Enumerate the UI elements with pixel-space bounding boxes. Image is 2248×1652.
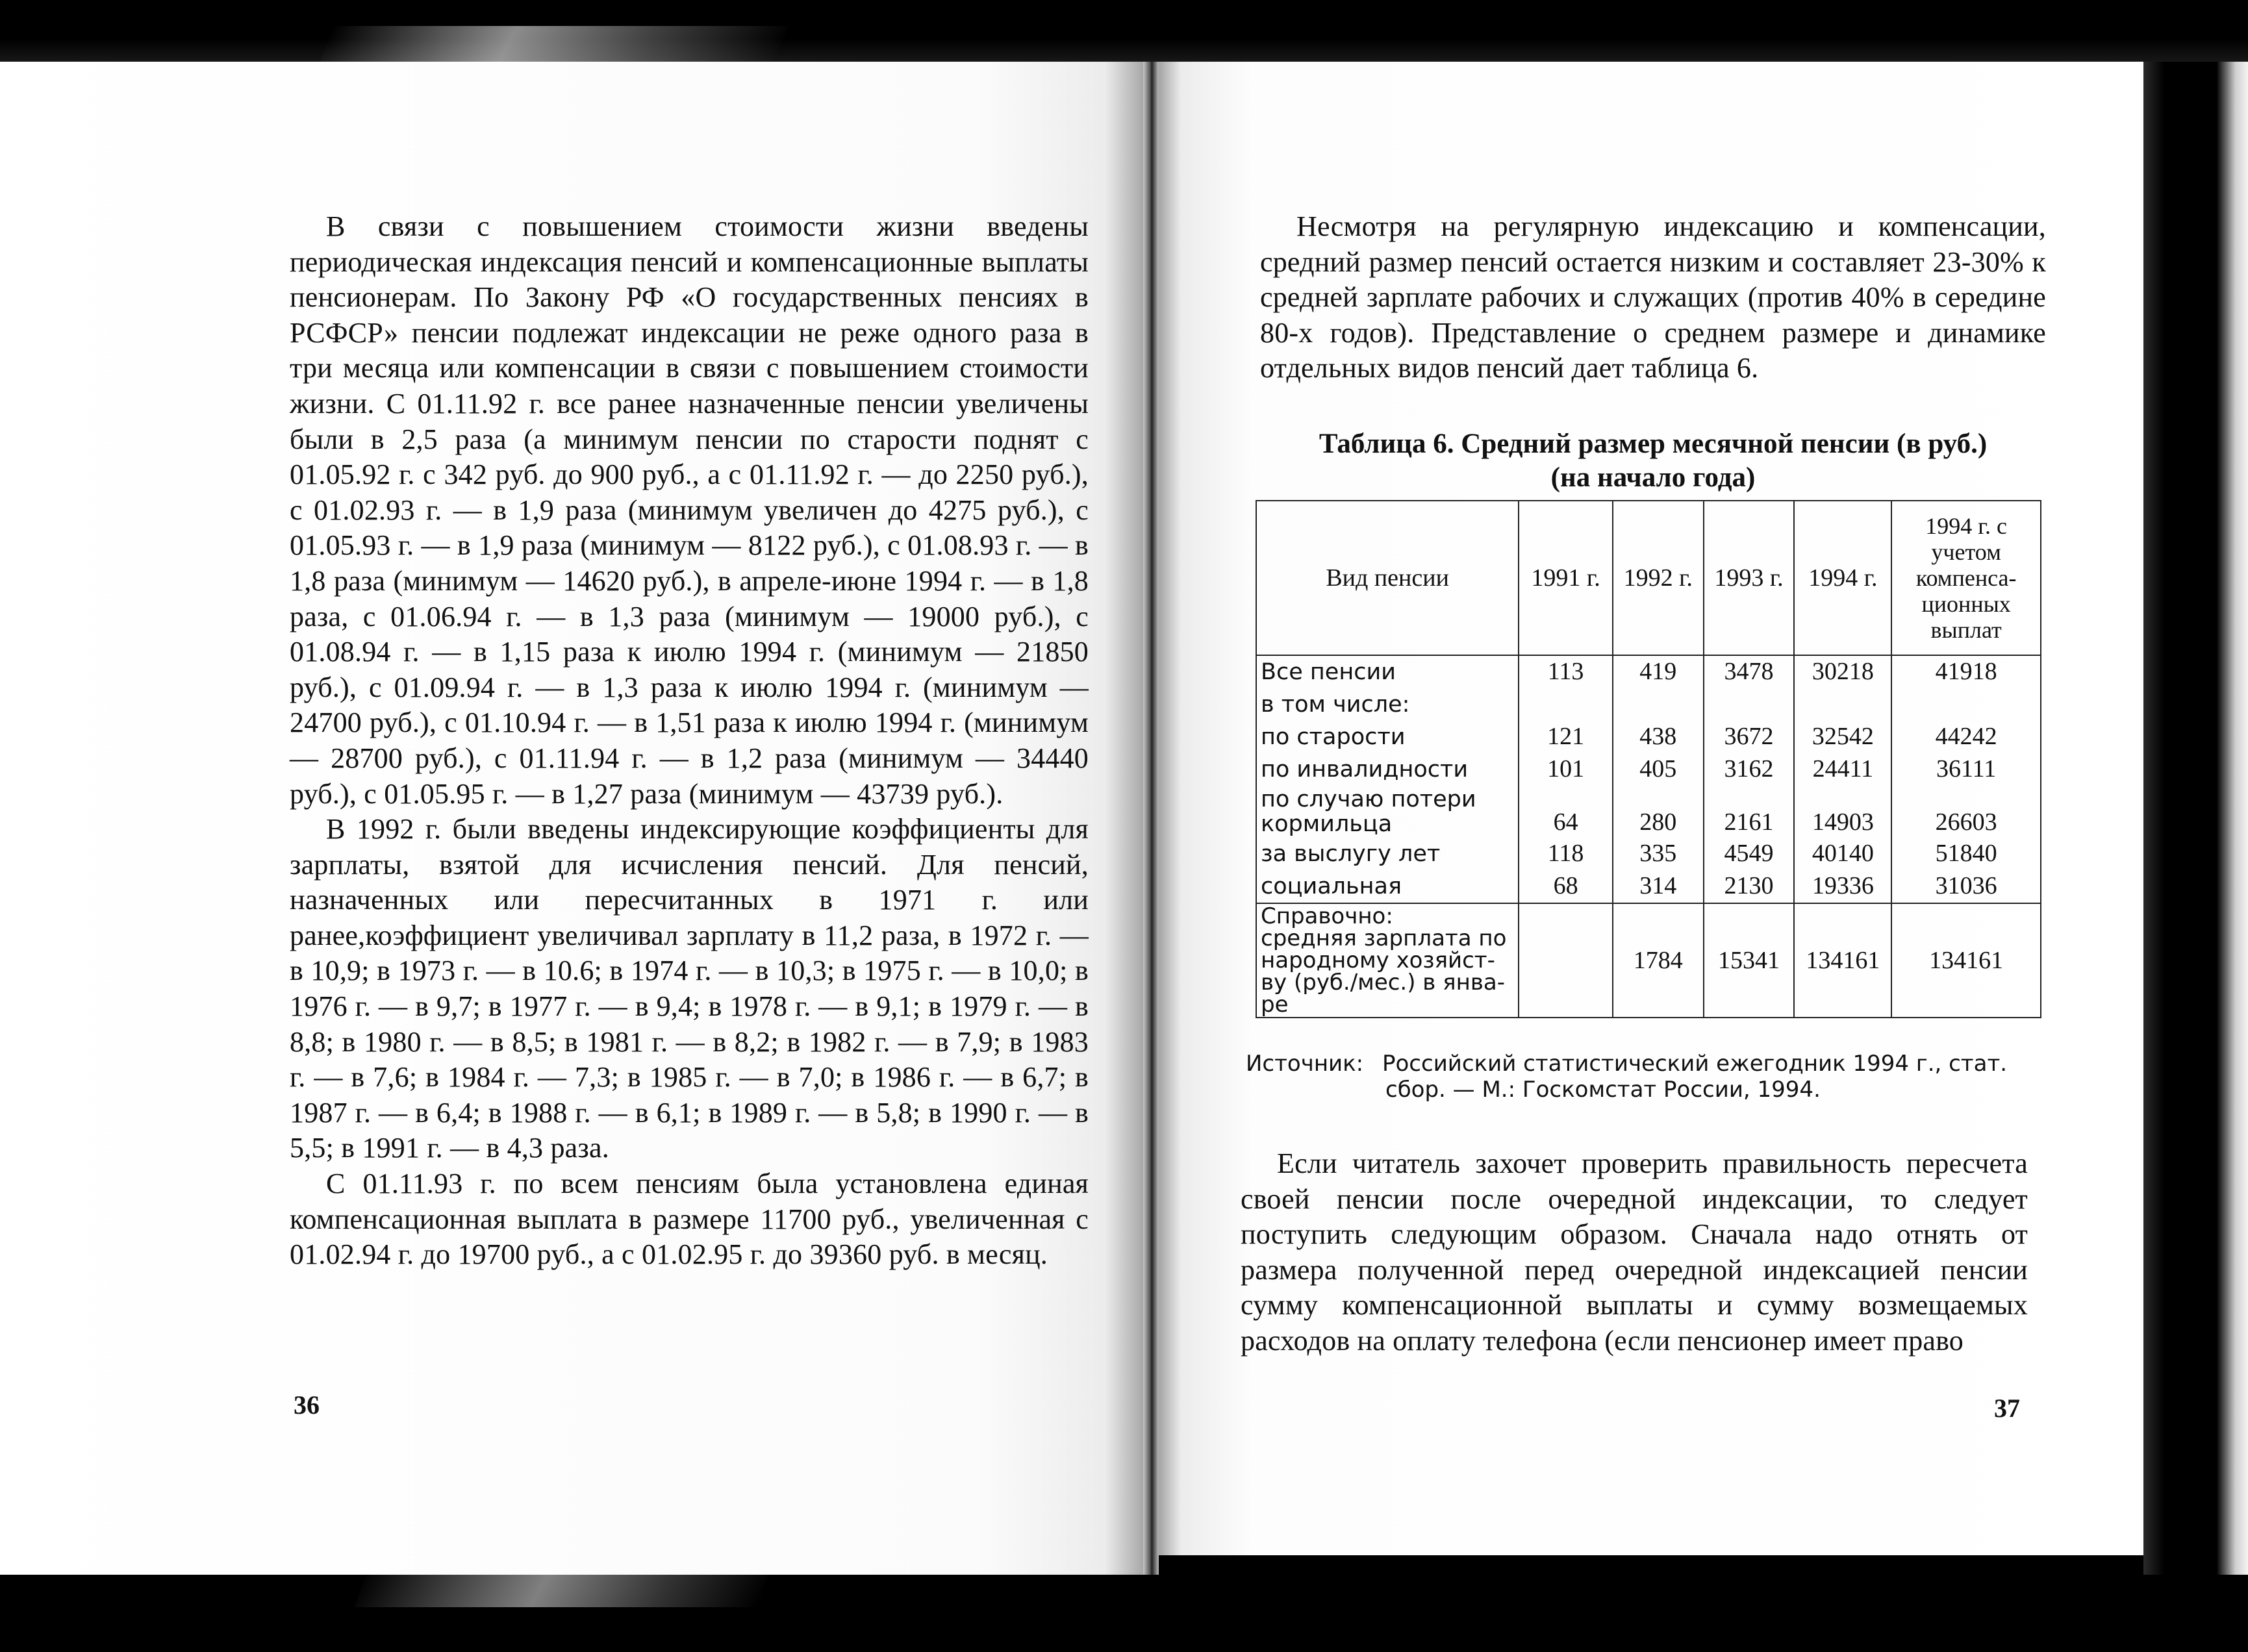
row-label: Все пенсии	[1256, 655, 1519, 688]
reference-label-line: народному хозяйст-	[1261, 947, 1495, 973]
source-label: Источник:	[1246, 1051, 1364, 1077]
scan-right-edge	[2143, 62, 2248, 1575]
table-row	[1256, 753, 2041, 786]
source-line-1	[1246, 1051, 2051, 1077]
reference-label-line: средняя зарплата по	[1261, 925, 1507, 951]
reference-label-line: ре	[1261, 992, 1289, 1018]
cell-value: 2130	[1704, 870, 1795, 903]
table-row	[1256, 688, 2041, 721]
row-label: по инвалидности	[1256, 753, 1519, 786]
left-paragraph-2: В 1992 г. были введены индексирующие коэффициенты для зарплаты, взятой для исчисления пенсий. Для пенсий, назначенных или пересчитанных в 1971 г. или ранее,коэффициент увеличивал зарплату в 11,2 раза, в 1972 г. — в 10,9; в 1973 г. — в 10.6; в 1974 г. — в 10,3; в 1975 г. — в 10,0; в 1976 г. — в 9,7; в 1977 г. — в 9,4; в 1978 г. — в 9,1; в 1979 г. — в 8,8; в 1980 г. — в 8,5; в 1981 г. — в 8,2; в 1982 г. — в 7,9; в 1983 г. — в 7,6; в 1984 г. — 7,3; в 1985 г. — в 7,0; в 1986 г. — в 6,7; в 1987 г. — в 6,4; в 1988 г. — в 6,1; в 1989 г. — в 5,8; в 1990 г. — в 5,5; в 1991 г. — в 4,3 раза.	[290, 813, 1089, 1164]
header-1993: 1993 г.	[1704, 501, 1795, 655]
cell-value: 3162	[1704, 753, 1795, 786]
cell-value: 3672	[1704, 721, 1795, 753]
table-row	[1256, 655, 2041, 688]
cell-value: 24411	[1794, 753, 1891, 786]
cell-value: 4549	[1704, 838, 1795, 870]
header-1991: 1991 г.	[1519, 501, 1613, 655]
cell-value: 36111	[1891, 753, 2041, 786]
cell-value: 68	[1519, 870, 1613, 903]
cell-value: 19336	[1794, 870, 1891, 903]
scan-bottom-border	[0, 1574, 2248, 1652]
cell-value: 2161	[1704, 786, 1795, 838]
cell-value: 64	[1519, 786, 1613, 838]
left-paragraph-1: В связи с повышением стоимости жизни введены периодическая индексация пенсий и компенсационные выплаты пенсионерам. По Закону РФ «О государственных пенсиях в РСФСР» пенсии подлежат индексации не реже одного раза в три месяца или компенсации в связи с повышением стоимости жизни. С 01.11.92 г. все ранее назначенные пенсии увеличены были в 2,5 раза (а минимум пенсии по старости поднят с 01.05.92 г. с 342 руб. до 900 руб., а с 01.11.92 г. — до 2250 руб.), с 01.02.93 г. — в 1,9 раза (минимум увеличен до 4275 руб.), с 01.05.93 г. — в 1,9 раза (минимум — 8122 руб.), с 01.08.93 г. — в 1,8 раза (минимум — 14620 руб.), в апреле-июне 1994 г. — в 1,8 раза, с 01.06.94 г. — в 1,3 раза (минимум — 19000 руб.), с 01.08.94 г. — в 1,15 раза к июлю 1994 г. (минимум — 21850 руб.), с 01.09.94 г. — в 1,3 раза к июлю 1994 г. (минимум — 24700 руб.), с 01.10.94 г. — в 1,51 раза к июлю 1994 г. (минимум — 28700 руб.), с 01.11.94 г. — в 1,2 раза (минимум — 34440 руб.), с 01.05.95 г. — в 1,27 раза (минимум — 43739 руб.).	[290, 210, 1089, 810]
right-page-closing	[1241, 1146, 2028, 1359]
row-label: по старости	[1256, 721, 1519, 753]
cell-value	[1794, 688, 1891, 721]
table-row	[1256, 786, 2041, 838]
cell-value: 314	[1613, 870, 1704, 903]
page-number-right: 37	[1994, 1394, 2020, 1423]
reference-row	[1256, 903, 2041, 1018]
cell-value: 15341	[1704, 903, 1795, 1018]
table-row	[1256, 838, 2041, 870]
row-label: социальная	[1256, 870, 1519, 903]
source-text-2: сбор. — М.: Госкомстат России, 1994.	[1385, 1077, 1821, 1103]
cell-value: 31036	[1891, 870, 2041, 903]
cell-value: 3478	[1704, 655, 1795, 688]
header-1994: 1994 г.	[1794, 501, 1891, 655]
pension-table	[1256, 500, 2041, 1018]
source-text-1: Российский статистический ежегодник 1994 г., стат.	[1382, 1051, 2008, 1077]
intro-paragraph: Несмотря на регулярную индексацию и компенсации, средний размер пенсий остается низким и составляет 23-30% к средней зарплате рабочих и служащих (против 40% в середине 80-х годов). Представление о среднем размере и динамике отдельных видов пенсий дает таблица 6.	[1260, 210, 2046, 384]
table-title-line-1: Таблица 6. Средний размер месячной пенсии (в руб.)	[1319, 429, 1988, 459]
cell-value: 44242	[1891, 721, 2041, 753]
cell-value	[1704, 688, 1795, 721]
cell-value: 32542	[1794, 721, 1891, 753]
row-label: за выслугу лет	[1256, 838, 1519, 870]
cell-value: 280	[1613, 786, 1704, 838]
cell-value: 121	[1519, 721, 1613, 753]
row-label: в том числе:	[1256, 688, 1519, 721]
closing-paragraph: Если читатель захочет проверить правильность пересчета своей пенсии после очередной индексации, то следует поступить следующим образом. Сначала надо отнять от размера полученной перед очередной индексацией пенсии сумму компенсационной выплаты и сумму возмещаемых расходов на оплату телефона (если пенсионер имеет право	[1241, 1147, 2028, 1357]
cell-value: 51840	[1891, 838, 2041, 870]
cell-value: 419	[1613, 655, 1704, 688]
cell-value: 30218	[1794, 655, 1891, 688]
reference-label	[1256, 903, 1519, 1018]
header-pension-type: Вид пенсии	[1256, 501, 1519, 655]
cell-value: 118	[1519, 838, 1613, 870]
cell-value	[1519, 688, 1613, 721]
cell-value: 405	[1613, 753, 1704, 786]
cell-value	[1891, 688, 2041, 721]
cell-value: 26603	[1891, 786, 2041, 838]
cell-value: 134161	[1794, 903, 1891, 1018]
cell-value: 335	[1613, 838, 1704, 870]
table-title	[1254, 427, 2052, 495]
table-source	[1246, 1051, 2051, 1103]
book-gutter	[1143, 62, 1159, 1575]
cell-value: 438	[1613, 721, 1704, 753]
table-header-row	[1256, 501, 2041, 655]
left-paragraph-3: С 01.11.93 г. по всем пенсиям была установлена единая компенсационная выплата в размере 11700 руб., увеличенная с 01.02.94 г. до 19700 руб., а с 01.02.95 г. до 39360 руб. в месяц.	[290, 1168, 1089, 1271]
table-row	[1256, 721, 2041, 753]
cell-value: 14903	[1794, 786, 1891, 838]
header-1994-with-compensation: 1994 г. с учетом компенса-ционных выплат	[1891, 501, 2041, 655]
cell-value	[1613, 688, 1704, 721]
cell-value: 134161	[1891, 903, 2041, 1018]
row-label: по случаю потери кормильца	[1256, 786, 1519, 838]
table-title-line-2: (на начало года)	[1550, 462, 1756, 493]
header-1992: 1992 г.	[1613, 501, 1704, 655]
cell-value: 41918	[1891, 655, 2041, 688]
left-page-text	[290, 209, 1089, 1273]
cell-value: 40140	[1794, 838, 1891, 870]
cell-value	[1519, 903, 1613, 1018]
reference-label-line: ву (руб./мес.) в янва-	[1261, 970, 1505, 995]
cell-value: 113	[1519, 655, 1613, 688]
cell-value: 1784	[1613, 903, 1704, 1018]
reference-label-line: Справочно:	[1261, 903, 1393, 929]
cell-value: 101	[1519, 753, 1613, 786]
right-page-intro	[1260, 209, 2046, 386]
table-row	[1256, 870, 2041, 903]
page-number-left: 36	[294, 1390, 320, 1420]
